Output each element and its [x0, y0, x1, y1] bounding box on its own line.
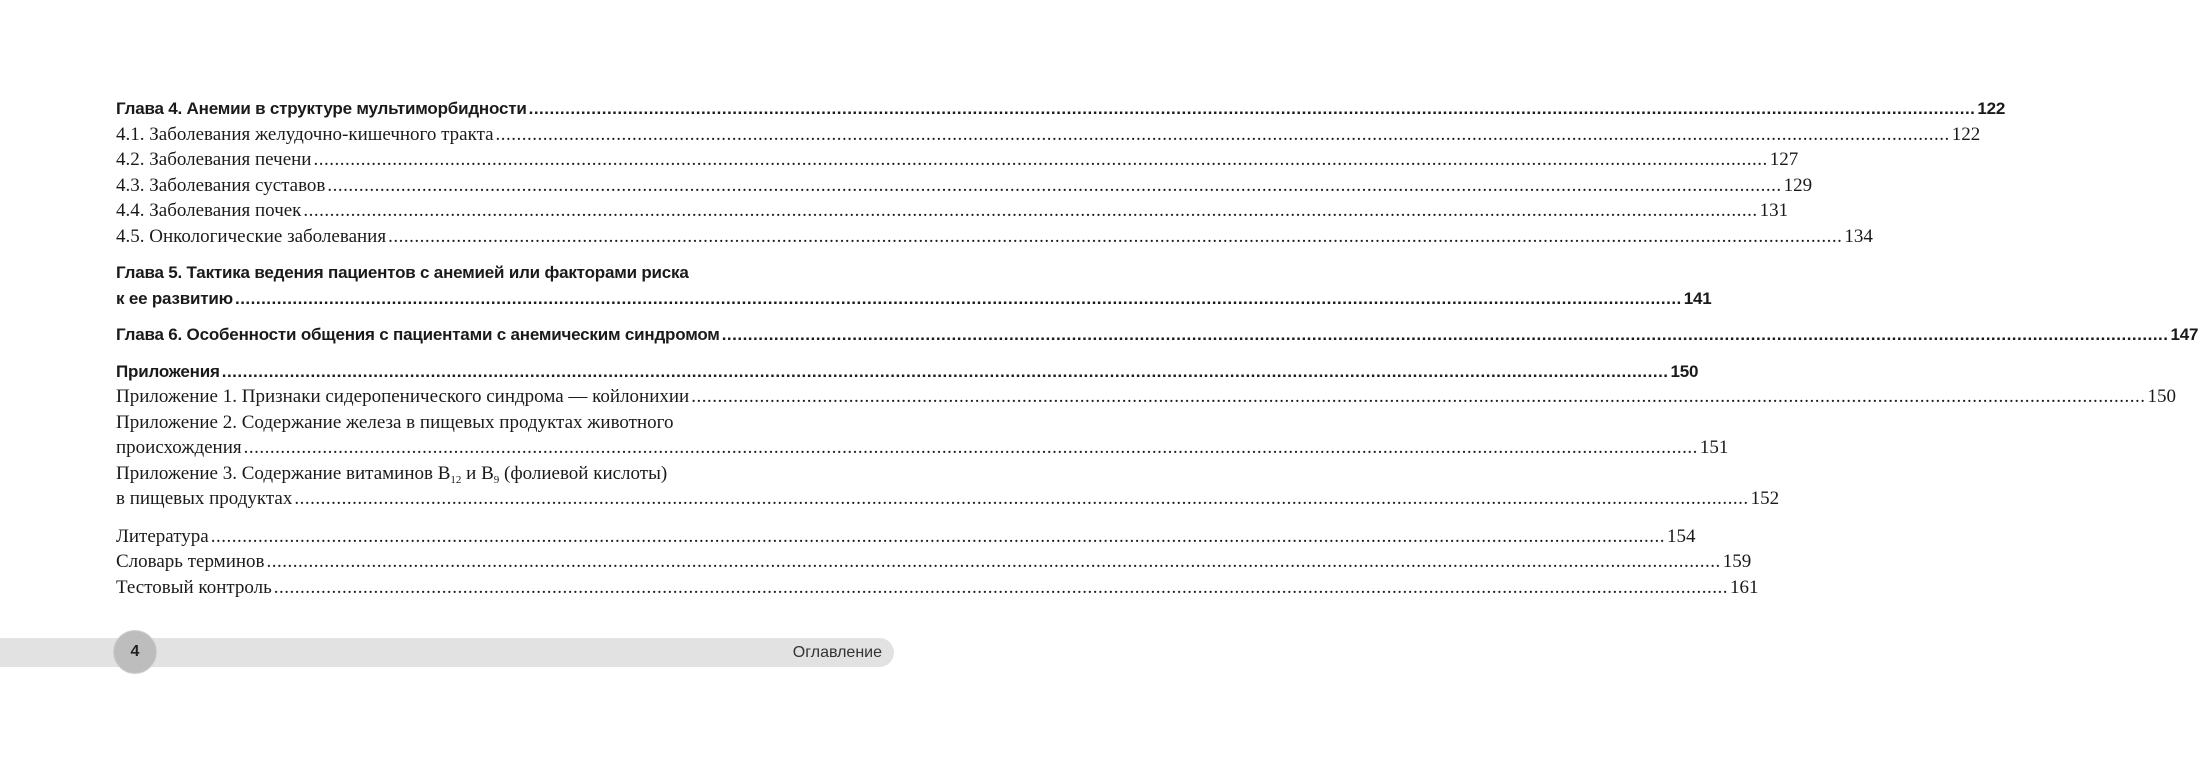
toc-entry-title-cont: в пищевых продуктах: [116, 488, 293, 509]
toc-entry-chapter-6[interactable]: [116, 322, 2198, 348]
spacer: [116, 249, 894, 260]
toc-entry-appendices[interactable]: [116, 359, 1699, 385]
dot-leader: [327, 173, 1781, 199]
toc-entry-page: 150: [1670, 361, 1699, 381]
toc-entry-literature[interactable]: [116, 524, 1696, 550]
toc-entry-page: 141: [1683, 288, 1712, 308]
dot-leader: [211, 524, 1665, 550]
dot-leader: [313, 147, 1767, 173]
subscript: 9: [493, 473, 500, 486]
toc-entry-page: 134: [1844, 225, 1873, 247]
dot-leader: [722, 322, 2169, 348]
running-section-title: Оглавление: [792, 644, 882, 661]
toc-entry-test[interactable]: [116, 575, 1759, 601]
toc-entry-4-2[interactable]: [116, 147, 1799, 173]
toc-entry-page: 161: [1730, 576, 1759, 598]
toc-entry-page: 147: [2170, 325, 2198, 344]
toc-entry-page: 131: [1759, 200, 1789, 221]
toc-entry-title: Приложение 1. Признаки сидеропенического синдрома — койлонихии: [116, 386, 690, 407]
toc-entry-title: Тестовый контроль: [116, 576, 272, 598]
spacer: [116, 512, 894, 524]
dot-leader: [244, 435, 1698, 461]
toc-entry-appendix-2[interactable]: [116, 435, 1729, 461]
dot-leader: [496, 122, 1950, 148]
toc-entry-title: 4.1. Заболевания желудочно-кишечного тракта: [116, 123, 494, 145]
toc-entry-title: 4.3. Заболевания суставов: [116, 174, 326, 196]
toc-entry-4-3[interactable]: [116, 173, 1813, 199]
toc-entry-chapter-5[interactable]: [116, 286, 1712, 312]
toc-entry-page: 152: [1750, 488, 1780, 509]
toc-entry-chapter-4[interactable]: [116, 96, 2006, 122]
dot-leader: [235, 286, 1682, 312]
toc-entry-page: 122: [1951, 123, 1981, 145]
dot-leader: [691, 384, 2145, 410]
toc-entry-title: 4.2. Заболевания печени: [116, 149, 312, 170]
toc-entry-title: Глава 6. Особенности общения с пациентами с анемическим синдромом: [116, 325, 720, 344]
dot-leader: [529, 96, 1976, 122]
toc-entry-appendix-3[interactable]: [116, 486, 1780, 512]
toc-entry-title-cont: происхождения: [116, 437, 242, 458]
page-number-badge: [113, 630, 157, 674]
subscript: 12: [450, 473, 462, 486]
toc-entry-title: Литература: [116, 525, 209, 547]
toc-entry-title: 4.4. Заболевания почек: [116, 200, 302, 221]
title-part: (фолиевой кислоты): [499, 462, 668, 484]
toc-entry-page: 159: [1722, 551, 1752, 572]
toc-entry-page: 129: [1783, 174, 1813, 196]
toc-entry-chapter-5-line1[interactable]: [116, 260, 894, 286]
toc-entry-title-cont: к ее развитию: [116, 288, 233, 308]
toc-entry-title: Приложение 2. Содержание железа в пищевых продуктах животного: [116, 411, 674, 433]
toc-entry-page: 127: [1769, 149, 1799, 170]
dot-leader: [274, 575, 1728, 601]
table-of-contents: [116, 96, 2198, 600]
toc-entry-title: Глава 5. Тактика ведения пациентов с анемией или факторами риска: [116, 263, 689, 282]
dot-leader: [294, 486, 1748, 512]
title-part: и B: [461, 462, 494, 484]
toc-entry-appendix-3-line1[interactable]: [116, 461, 894, 487]
dot-leader: [222, 359, 1669, 385]
toc-entry-appendix-1[interactable]: [116, 384, 2176, 410]
toc-entry-title: [116, 461, 667, 487]
toc-entry-title: Словарь терминов: [116, 551, 265, 572]
toc-entry-page: 122: [1977, 99, 2006, 118]
toc-entry-title: Приложения: [116, 361, 220, 381]
spacer: [116, 311, 894, 322]
toc-entry-glossary[interactable]: [116, 549, 1752, 575]
toc-entry-page: 150: [2147, 386, 2176, 407]
toc-entry-4-4[interactable]: [116, 198, 1789, 224]
toc-entry-4-5[interactable]: [116, 224, 1873, 250]
dot-leader: [303, 198, 1757, 224]
toc-entry-4-1[interactable]: [116, 122, 1981, 148]
page-number: 4: [130, 643, 140, 660]
toc-entry-title: Глава 4. Анемии в структуре мультиморбидности: [116, 99, 527, 118]
toc-entry-page: 154: [1666, 525, 1696, 547]
spacer: [116, 348, 894, 359]
toc-entry-title: 4.5. Онкологические заболевания: [116, 225, 387, 247]
title-part: Приложение 3. Содержание витаминов B: [116, 462, 451, 484]
toc-entry-appendix-2-line1[interactable]: [116, 410, 894, 436]
dot-leader: [388, 224, 1842, 250]
toc-entry-page: 151: [1699, 437, 1729, 458]
dot-leader: [267, 549, 1721, 575]
